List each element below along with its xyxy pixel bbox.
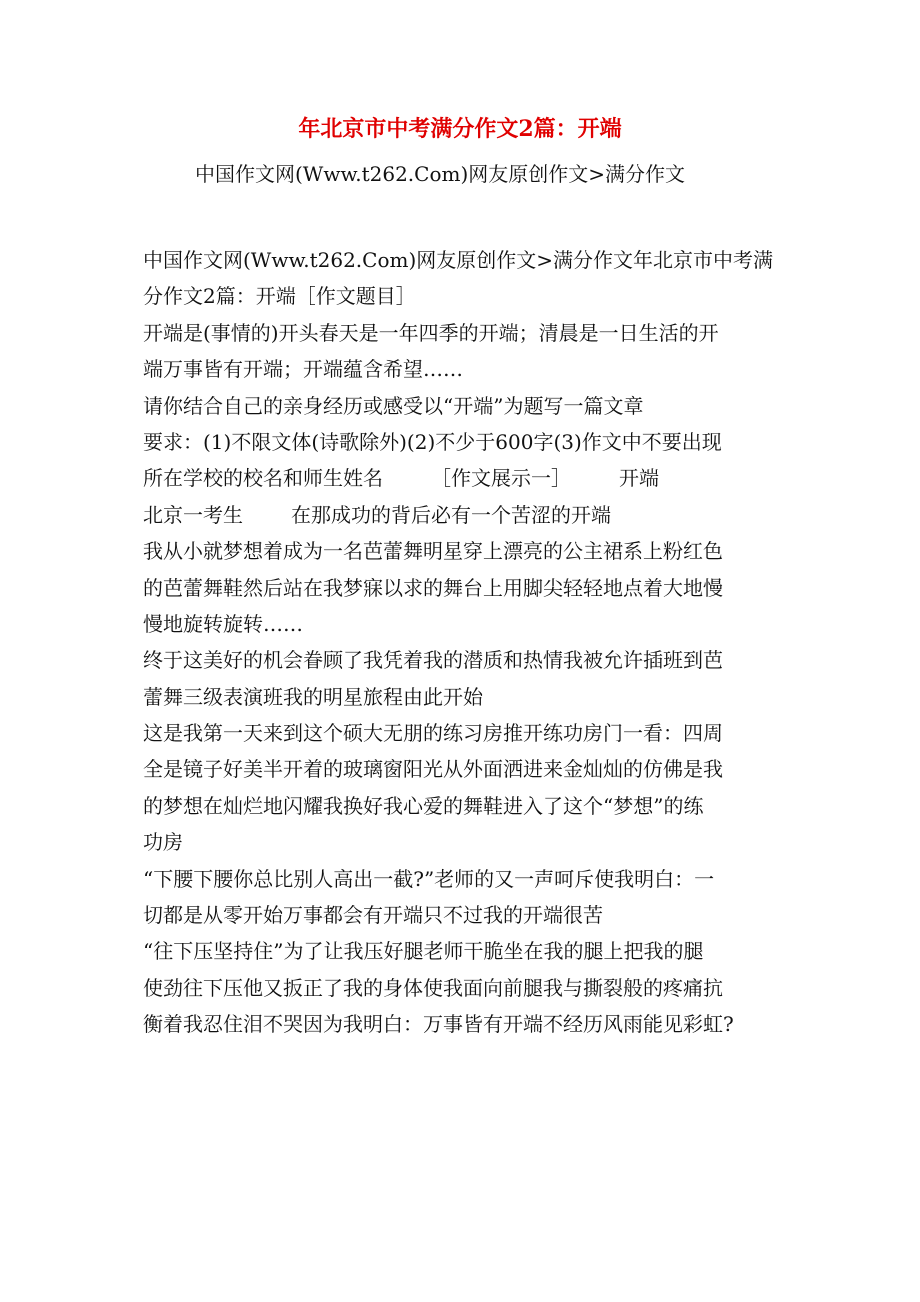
body-text: 蕾舞三级表演班我的明星旅程由此开始 bbox=[143, 684, 483, 709]
body-text: 功房 bbox=[143, 830, 183, 855]
body-line bbox=[143, 533, 793, 569]
body-text: 的梦想在灿烂地闪耀我换好我心爱的舞鞋进入了这个“梦想”的练 bbox=[143, 793, 704, 818]
body-line bbox=[143, 242, 793, 278]
body-text: 我从小就梦想着成为一名芭蕾舞明星穿上漂亮的公主裙系上粉红色 bbox=[143, 539, 723, 564]
body-text: 终于这美好的机会眷顾了我凭着我的潜质和热情我被允许插班到芭 bbox=[143, 648, 723, 673]
body-text: 分作文2篇：开端［作文题目］ bbox=[143, 284, 416, 309]
body-text: “往下压坚持住”为了让我压好腿老师干脆坐在我的腿上把我的腿 bbox=[143, 939, 704, 964]
body-line bbox=[143, 351, 793, 387]
body-line bbox=[143, 315, 793, 351]
body-text: 开端是(事情的)开头春天是一年四季的开端；清晨是一日生活的开 bbox=[143, 320, 719, 345]
body-line bbox=[143, 970, 793, 1006]
body-text: 的芭蕾舞鞋然后站在我梦寐以求的舞台上用脚尖轻轻地点着大地慢 bbox=[143, 575, 723, 600]
body-line bbox=[143, 751, 793, 787]
body-line bbox=[143, 388, 793, 424]
body-text: 衡着我忍住泪不哭因为我明白：万事皆有开端不经历风雨能见彩虹? bbox=[143, 1012, 734, 1037]
body-line bbox=[143, 460, 793, 496]
body-line bbox=[143, 1006, 793, 1042]
body-line bbox=[143, 606, 793, 642]
body-line bbox=[143, 497, 793, 533]
body-text: 端万事皆有开端；开端蕴含希望…… bbox=[143, 357, 463, 382]
body-line bbox=[143, 861, 793, 897]
body-line bbox=[143, 679, 793, 715]
body-text: 慢地旋转旋转…… bbox=[143, 611, 303, 636]
body-line bbox=[143, 424, 793, 460]
body-text: 切都是从零开始万事都会有开端只不过我的开端很苦 bbox=[143, 903, 603, 928]
body-line bbox=[143, 570, 793, 606]
essay-author: 北京一考生 bbox=[143, 502, 243, 527]
body-text: 全是镜子好美半开着的玻璃窗阳光从外面洒进来金灿灿的仿佛是我 bbox=[143, 757, 723, 782]
body-line bbox=[143, 788, 793, 824]
body-text: 中国作文网(Www.t262.Com)网友原创作文>满分作文年北京市中考满 bbox=[143, 248, 774, 272]
essay-title: 开端 bbox=[619, 466, 659, 491]
body-text: 这是我第一天来到这个硕大无朋的练习房推开练功房门一看：四周 bbox=[143, 721, 723, 746]
body-line bbox=[143, 897, 793, 933]
body-line bbox=[143, 824, 793, 860]
body-line bbox=[143, 933, 793, 969]
body-line bbox=[143, 278, 793, 314]
section-heading: ［作文展示一］ bbox=[431, 466, 571, 491]
body-text: 所在学校的校名和师生姓名 bbox=[143, 466, 383, 491]
body-text: 要求：(1)不限文体(诗歌除外)(2)不少于600字(3)作文中不要出现 bbox=[143, 429, 722, 454]
document-body bbox=[143, 242, 793, 1043]
document-title: 年北京市中考满分作文2篇：开端 bbox=[298, 116, 622, 142]
body-text: “下腰下腰你总比别人高出一截?”老师的又一声呵斥使我明白：一 bbox=[143, 866, 715, 891]
body-line bbox=[143, 715, 793, 751]
body-text: 请你结合自己的亲身经历或感受以“开端”为题写一篇文章 bbox=[143, 393, 644, 418]
body-line bbox=[143, 642, 793, 678]
body-text: 使劲往下压他又扳正了我的身体使我面向前腿我与撕裂般的疼痛抗 bbox=[143, 975, 723, 1000]
body-text: 在那成功的背后必有一个苦涩的开端 bbox=[291, 502, 611, 527]
document-subtitle: 中国作文网(Www.t262.Com)网友原创作文>满分作文 bbox=[195, 162, 686, 186]
